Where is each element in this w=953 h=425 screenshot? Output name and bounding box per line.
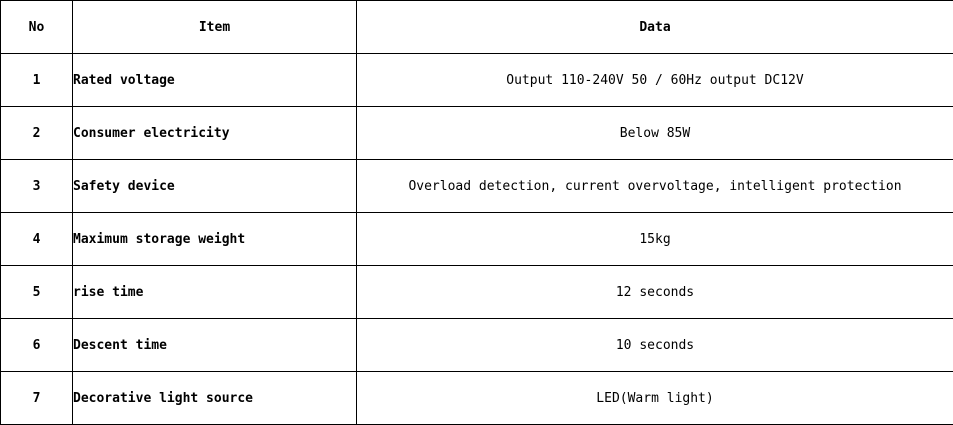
header-data: Data <box>357 1 953 54</box>
row-number: 2 <box>1 107 73 160</box>
row-item: Consumer electricity <box>73 107 357 160</box>
table-row <box>1 266 953 319</box>
row-item: Rated voltage <box>73 54 357 107</box>
table-row <box>1 372 953 425</box>
table-row <box>1 160 953 213</box>
table-row <box>1 319 953 372</box>
row-number: 7 <box>1 372 73 425</box>
row-item: rise time <box>73 266 357 319</box>
row-number: 3 <box>1 160 73 213</box>
row-item: Decorative light source <box>73 372 357 425</box>
table-row <box>1 107 953 160</box>
row-data: Below 85W <box>357 107 953 160</box>
row-data: 12 seconds <box>357 266 953 319</box>
row-data: 10 seconds <box>357 319 953 372</box>
header-row <box>1 1 953 54</box>
header-no: No <box>1 1 73 54</box>
table-body <box>1 54 953 425</box>
row-number: 4 <box>1 213 73 266</box>
row-item: Safety device <box>73 160 357 213</box>
row-data: LED(Warm light) <box>357 372 953 425</box>
table-header <box>1 1 953 54</box>
header-item: Item <box>73 1 357 54</box>
table-row <box>1 54 953 107</box>
table-row <box>1 213 953 266</box>
row-number: 6 <box>1 319 73 372</box>
row-item: Descent time <box>73 319 357 372</box>
row-number: 5 <box>1 266 73 319</box>
row-item: Maximum storage weight <box>73 213 357 266</box>
row-data: Output 110-240V 50 / 60Hz output DC12V <box>357 54 953 107</box>
row-number: 1 <box>1 54 73 107</box>
row-data: Overload detection, current overvoltage, intelligent protection <box>357 160 953 213</box>
row-data: 15kg <box>357 213 953 266</box>
